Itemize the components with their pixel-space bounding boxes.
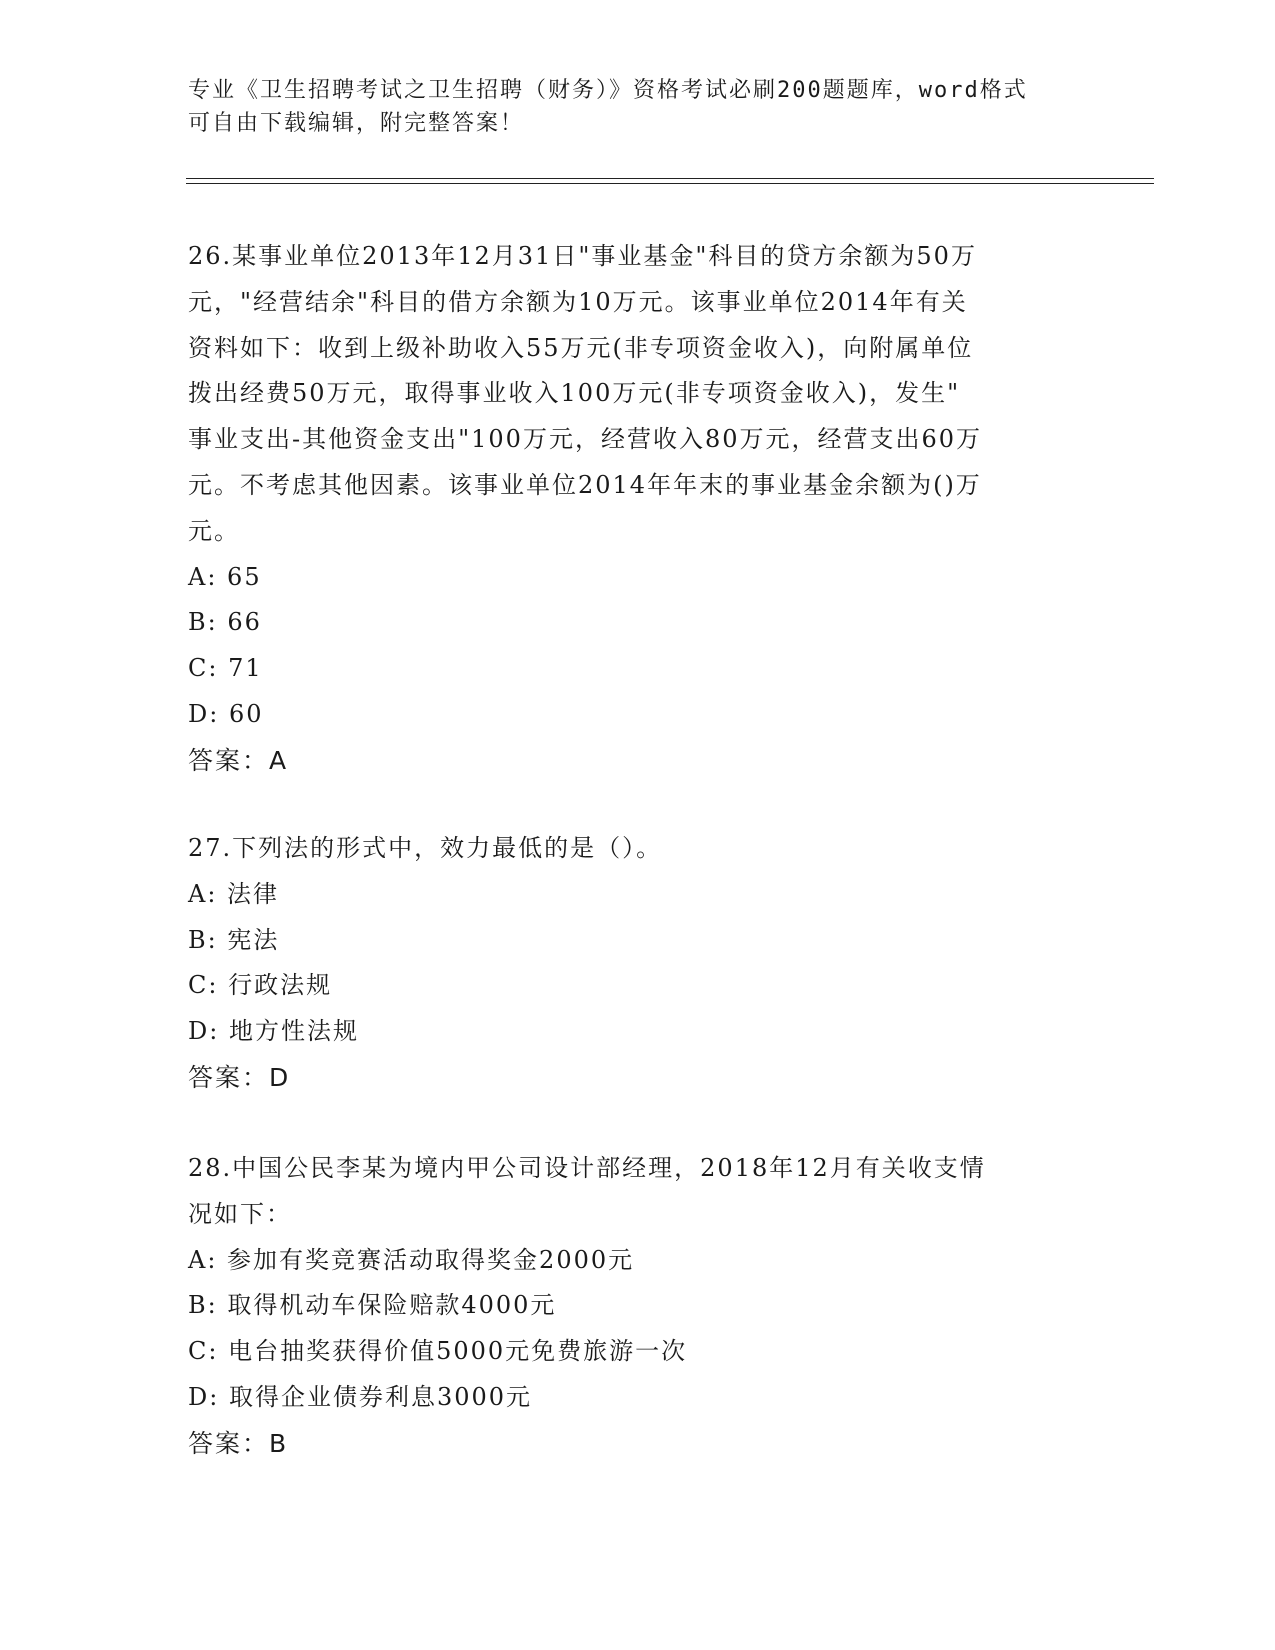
question-stem-line: 况如下： (188, 1199, 292, 1228)
question-stem-line: 事业支出-其他资金支出"100万元，经营收入80万元，经营支出60万 (188, 425, 983, 454)
question-stem-line: 元。不考虑其他因素。该事业单位2014年年末的事业基金余额为()万 (188, 470, 982, 499)
option-b: B: 66 (188, 608, 262, 637)
option-a: A: 参加有奖竞赛活动取得奖金2000元 (188, 1245, 635, 1274)
option-a: A: 65 (188, 562, 262, 591)
option-a: A: 法律 (188, 879, 280, 908)
question-stem-line: 26.某事业单位2013年12月31日"事业基金"科目的贷方余额为50万 (188, 242, 977, 270)
header-line-1: 专业《卫生招聘考试之卫生招聘（财务）》资格考试必刷200题题库，word格式 (188, 78, 1028, 103)
header-line-2: 可自由下载编辑，附完整答案！ (188, 111, 525, 136)
question-stem-line: 27.下列法的形式中，效力最低的是（）。 (188, 834, 663, 862)
header-divider-top (186, 178, 1154, 179)
option-d: D: 地方性法规 (188, 1017, 359, 1046)
option-d: D: 60 (188, 699, 264, 728)
option-c: C: 电台抽奖获得价值5000元免费旅游一次 (188, 1337, 688, 1366)
document-header (188, 74, 1108, 140)
option-c: C: 行政法规 (188, 971, 333, 1000)
option-c: C: 71 (188, 654, 263, 683)
question-27 (188, 826, 1088, 1101)
answer-label: 答案：A (188, 745, 289, 775)
answer-label: 答案：D (188, 1062, 291, 1092)
question-stem-line: 28.中国公民李某为境内甲公司设计部经理，2018年12月有关收支情 (188, 1154, 986, 1182)
question-stem-line: 元。 (188, 516, 240, 545)
question-stem-line: 元，"经营结余"科目的借方余额为10万元。该事业单位2014年有关 (188, 287, 968, 316)
question-stem-line: 资料如下：收到上级补助收入55万元(非专项资金收入)，向附属单位 (188, 333, 974, 362)
option-b: B: 宪法 (188, 925, 280, 954)
question-28 (188, 1146, 1088, 1467)
question-stem-line: 拨出经费50万元，取得事业收入100万元(非专项资金收入)，发生" (188, 379, 961, 408)
question-26 (188, 234, 1088, 784)
answer-label: 答案：B (188, 1428, 289, 1458)
option-b: B: 取得机动车保险赔款4000元 (188, 1291, 557, 1320)
option-d: D: 取得企业债券利息3000元 (188, 1382, 533, 1411)
header-divider-bottom (186, 183, 1154, 184)
